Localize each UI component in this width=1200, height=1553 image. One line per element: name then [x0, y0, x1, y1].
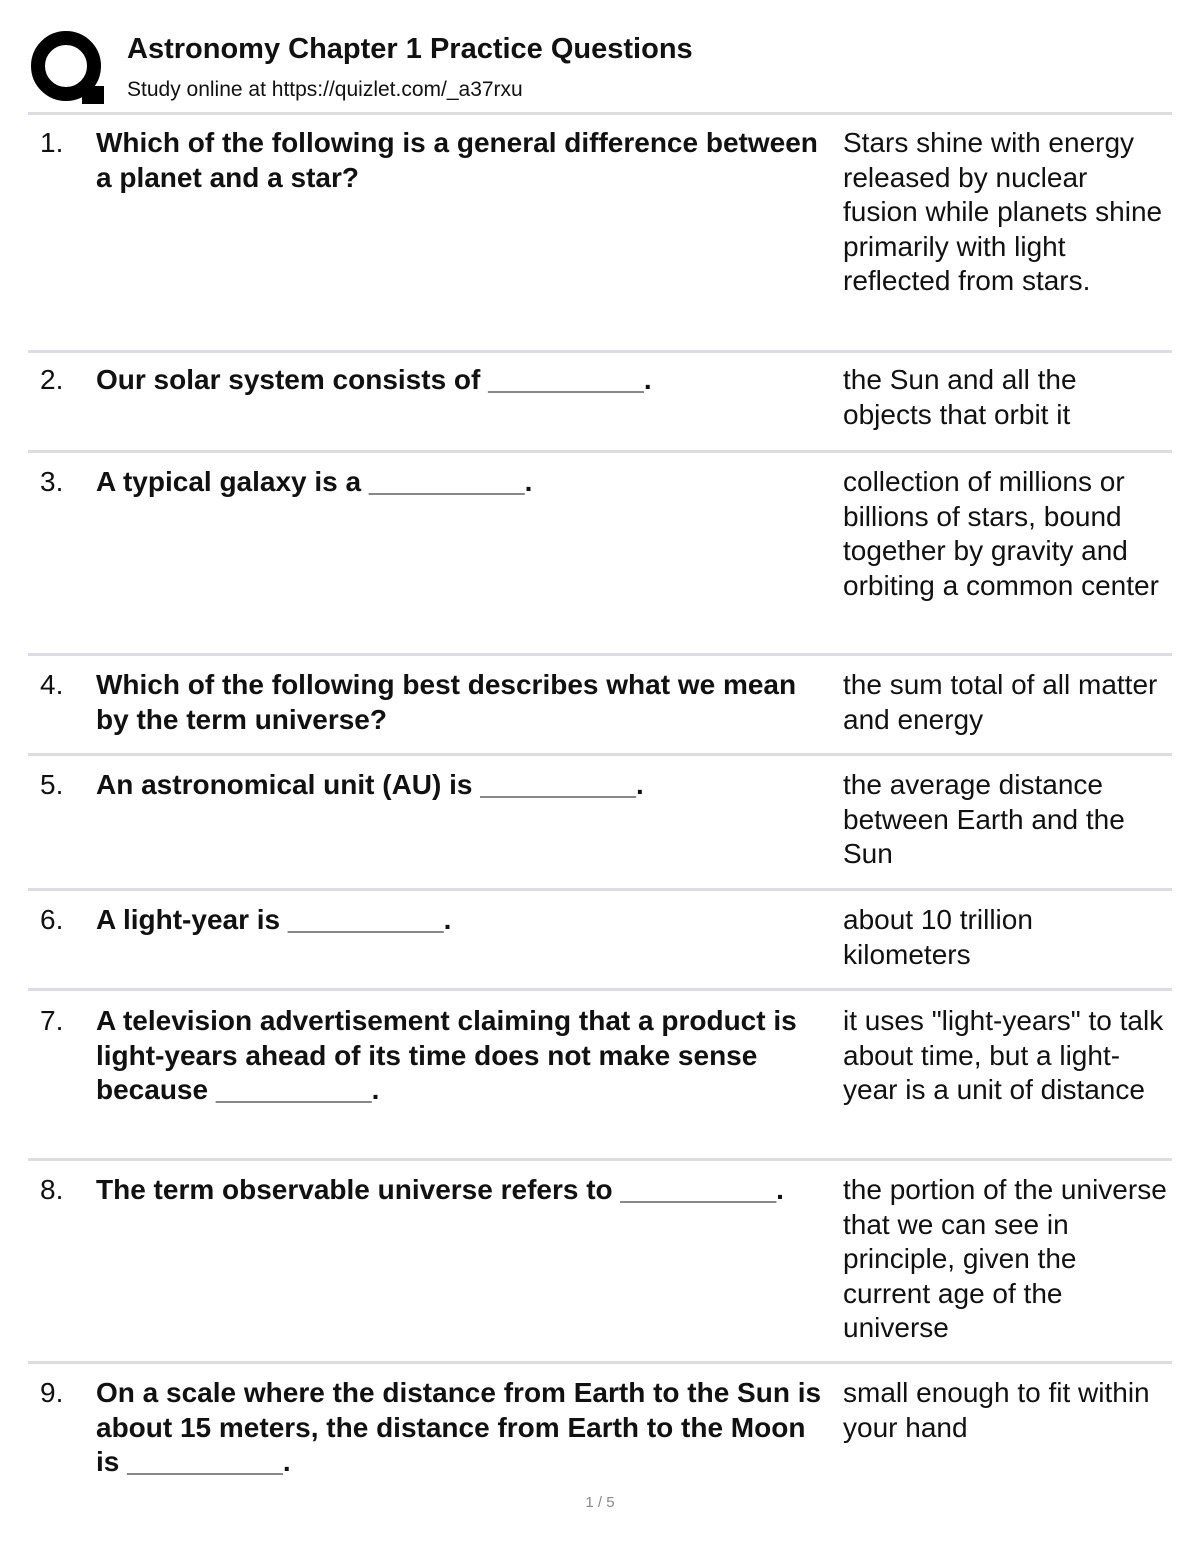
page-title: Astronomy Chapter 1 Practice Questions — [127, 33, 693, 65]
question-number: 1. — [40, 127, 64, 158]
answer-text: the portion of the universe that we can see in principle, given the current age of the universe — [843, 1174, 1167, 1343]
answer-text: the average distance between Earth and the Sun — [843, 769, 1125, 869]
answer-text: it uses "light-years" to talk about time, but a light-year is a unit of distance — [843, 1005, 1164, 1105]
question-number: 5. — [40, 769, 64, 800]
question-number: 2. — [40, 364, 64, 395]
question-text: A light-year is __________. — [96, 904, 452, 935]
question-number: 6. — [40, 904, 64, 935]
row-divider — [28, 1158, 1172, 1161]
question-text: Which of the following best describes what we mean by the term universe? — [96, 669, 797, 735]
answer-text: small enough to fit within your hand — [843, 1377, 1150, 1443]
answer-text: the sum total of all matter and energy — [843, 669, 1158, 735]
answer-text: collection of millions or billions of stars, bound together by gravity and orbiting a common center — [843, 466, 1159, 601]
question-number: 8. — [40, 1174, 64, 1205]
header-divider — [28, 112, 1172, 115]
question-text: A typical galaxy is a __________. — [96, 466, 533, 497]
question-number: 7. — [40, 1005, 64, 1036]
row-divider — [28, 888, 1172, 891]
question-number: 3. — [40, 466, 64, 497]
row-divider — [28, 1361, 1172, 1364]
page-number: 1 / 5 — [585, 1494, 615, 1511]
answer-text: the Sun and all the objects that orbit it — [843, 364, 1077, 430]
study-link[interactable]: Study online at https://quizlet.com/_a37rxu — [127, 78, 523, 101]
row-divider — [28, 350, 1172, 353]
question-number: 4. — [40, 669, 64, 700]
question-text: The term observable universe refers to __________. — [96, 1174, 784, 1205]
row-divider — [28, 988, 1172, 991]
question-text: Our solar system consists of __________. — [96, 364, 652, 395]
row-divider — [28, 450, 1172, 453]
question-text: On a scale where the distance from Earth to the Sun is about 15 meters, the distance from Earth to the Moon is __________. — [96, 1377, 822, 1477]
question-text: An astronomical unit (AU) is __________. — [96, 769, 644, 800]
question-number: 9. — [40, 1377, 64, 1408]
question-text: A television advertisement claiming that a product is light-years ahead of its time does not make sense because __________. — [96, 1005, 797, 1105]
row-divider — [28, 753, 1172, 756]
answer-text: about 10 trillion kilometers — [843, 904, 1033, 970]
answer-text: Stars shine with energy released by nuclear fusion while planets shine primarily with light reflected from stars. — [843, 127, 1163, 296]
row-divider — [28, 653, 1172, 656]
question-text: Which of the following is a general difference between a planet and a star? — [96, 127, 818, 193]
quizlet-logo-icon — [30, 30, 106, 106]
